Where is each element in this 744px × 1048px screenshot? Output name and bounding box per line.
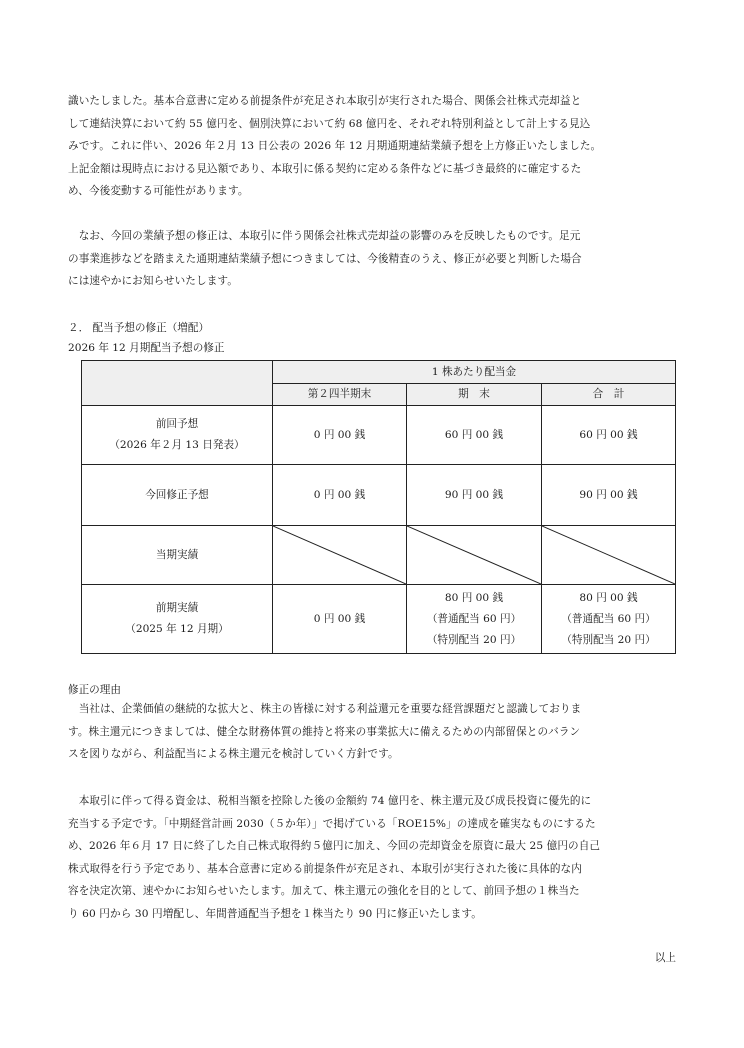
- diagonal-line: [273, 526, 406, 584]
- table-row: [82, 526, 676, 585]
- cell-previous-total: 60 円 00 銭: [542, 406, 676, 465]
- text-line: 容を決定次第、速やかにお知らせいたします。加えて、株主還元の強化を目的として、前回予想の１株当た: [68, 885, 580, 897]
- dividend-forecast-table: [81, 360, 676, 654]
- text-line: め、2026 年６月 17 日に終了した自己株式取得約５億円に加え、今回の売却資金を原資に最大 25 億円の自己: [68, 840, 601, 852]
- text-line: 上記金額は現時点における見込額であり、本取引に係る契約に定める条件などに基づき最終的に確定するた: [68, 162, 582, 175]
- cell-previous-q2: 0 円 00 銭: [273, 406, 407, 465]
- diagonal-line: [407, 526, 541, 584]
- text-line: り 60 円から 30 円増配し、年間普通配当予想を１株当たり 90 円に修正いたします。: [68, 907, 482, 920]
- table-caption: 2026 年 12 月期配当予想の修正: [68, 342, 225, 354]
- cell-current-total-diagonal: [542, 526, 676, 585]
- text-line: 本取引に伴って得る資金は、税相当額を控除した後の金額約 74 億円を、株主還元及び成長投資に優先的に: [68, 795, 592, 807]
- row-label-revised-forecast: 今回修正予想: [82, 465, 273, 526]
- row-label-prior-year-results: 前期実績 （2025 年 12 月期）: [82, 585, 273, 654]
- paragraph-return-policy: [68, 698, 680, 766]
- cell-previous-year-end: 60 円 00 銭: [407, 406, 542, 465]
- cell-revised-year-end: 90 円 00 銭: [407, 465, 542, 526]
- cell-current-year-end-diagonal: [407, 526, 542, 585]
- text-line: 識いたしました。基本合意書に定める前提条件が充足され本取引が実行された場合、関係会社株式売却益と: [68, 95, 582, 107]
- paragraph-extraordinary-gain: [68, 90, 680, 203]
- col-header-year-end: 期 末: [407, 384, 542, 406]
- reason-heading: 修正の理由: [68, 684, 121, 696]
- section-heading-dividend-revision: ２． 配当予想の修正（増配）: [68, 322, 210, 334]
- text-line: す。株主還元につきましては、健全な財務体質の維持と将来の事業拡大に備えるための内部留保とのバラン: [68, 725, 581, 738]
- text-line: なお、今回の業績予想の修正は、本取引に伴う関係会社株式売却益の影響のみを反映したものです。足元: [68, 230, 581, 242]
- cell-prior-total: 80 円 00 銭 （普通配当 60 円） （特別配当 20 円）: [542, 585, 676, 654]
- text-line: 株式取得を行う予定であり、基本合意書に定める前提条件が充足され、本取引が実行された後に具体的な内: [68, 862, 582, 875]
- table-group-header: 1 株あたり配当金: [273, 361, 676, 384]
- text-line: スを図りながら、利益配当による株主還元を検討していく方針です。: [68, 748, 399, 760]
- paragraph-capital-allocation: [68, 790, 680, 925]
- text-line: 充当する予定です。「中期経営計画 2030（５か年）」で掲げている「ROE15%」の達成を確実なものにするた: [68, 817, 596, 830]
- text-line: には速やかにお知らせいたします。: [68, 275, 238, 287]
- row-label-previous-forecast: 前回予想 （2026 年２月 13 日発表）: [82, 406, 273, 465]
- cell-revised-q2: 0 円 00 銭: [273, 465, 407, 526]
- col-header-q2-end: 第２四半期末: [273, 384, 407, 406]
- table-row: [82, 585, 676, 654]
- paragraph-forecast-note: [68, 225, 680, 293]
- text-line: め、今後変動する可能性があります。: [68, 185, 249, 197]
- text-line: の事業進捗などを踏まえた通期連結業績予想につきましては、今後精査のうえ、修正が必要と判断した場合: [68, 252, 582, 265]
- cell-current-q2-diagonal: [273, 526, 407, 585]
- cell-prior-q2: 0 円 00 銭: [273, 585, 407, 654]
- table-corner-cell: [82, 361, 273, 406]
- closing-mark: 以上: [654, 952, 676, 964]
- cell-revised-total: 90 円 00 銭: [542, 465, 676, 526]
- text-line: 当社は、企業価値の継続的な拡大と、株主の皆様に対する利益還元を重要な経営課題だと認識しておりま: [68, 703, 582, 715]
- col-header-total: 合 計: [542, 384, 676, 406]
- row-label-current-results: 当期実績: [82, 526, 273, 585]
- table-row: [82, 465, 676, 526]
- text-line: して連結決算において約 55 億円を、個別決算において約 68 億円を、それぞれ特別利益として計上する見込: [68, 117, 591, 130]
- table-row: [82, 406, 676, 465]
- diagonal-line: [542, 526, 675, 584]
- text-line: みです。これに伴い、2026 年２月 13 日公表の 2026 年 12 月期通期連結業績予想を上方修正いたしました。: [68, 140, 602, 152]
- cell-prior-year-end: 80 円 00 銭 （普通配当 60 円） （特別配当 20 円）: [407, 585, 542, 654]
